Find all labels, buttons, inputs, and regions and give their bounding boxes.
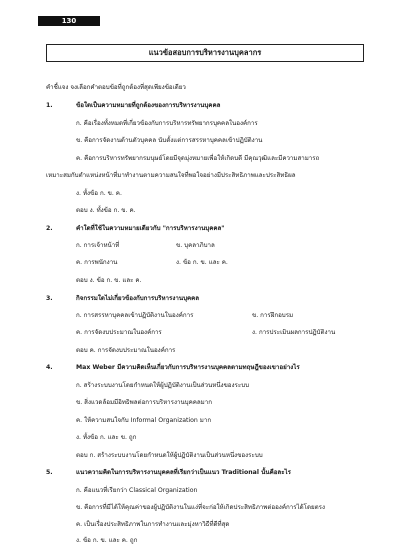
answer-key: ตอบ ง. ข้อ ก. ข. และ ค.	[76, 277, 142, 284]
question-text: แนวความคิดในการบริหารงานบุคคลที่เรียกว่าเป็นแนว Traditional นั้นคือละไร	[76, 469, 291, 476]
answer-option: ข. สิ่งแวดล้อมมีอิทธิพลต่อการบริหารงานบุคคลมาก	[76, 399, 212, 406]
answer-key: ตอบ ง. ทั้งข้อ ก. ข. ค.	[76, 207, 136, 214]
answer-option: ก. การสรรหาบุคคลเข้าปฏิบัติงานในองค์การ	[76, 312, 194, 319]
answer-option: ค. ให้ความสนใจกับ Informal Organization มาก	[76, 417, 212, 424]
document-title: แนวข้อสอบการบริหารงานบุคลากร	[46, 44, 364, 62]
answer-key: ตอบ ค. การจัดงบประมาณในองค์การ	[76, 347, 176, 354]
answer-option: ข. การฝึกอบรม	[252, 312, 294, 319]
answer-option: ง. การประเมินผลการปฏิบัติงาน	[252, 329, 336, 336]
answer-option: ก. คือแนวที่เรียกว่า Classical Organization	[76, 487, 198, 494]
answer-option: ข. บุคลาภิบาล	[176, 242, 215, 249]
question-text: กิจกรรมใดไม่เกี่ยวข้องกับการบริหารงานบุคคล	[76, 295, 200, 302]
question-number: 3.	[46, 295, 53, 302]
answer-option: ง. ข้อ ก. ข. และ ค.	[176, 259, 228, 266]
question-number: 4.	[46, 364, 53, 371]
question-text: คำใดที่ใช้ในความหมายเดียวกับ "การบริหารงานบุคคล"	[76, 225, 225, 232]
answer-option-continued: เหมาะสมกับตำแหน่งหน้าที่มาทำงานตามความสนใจที่พอใจอย่างมีประสิทธิภาพและประสิทธิผล	[46, 172, 296, 179]
answer-key: ตอบ ก. สร้างระบบงานโดยกำหนดให้ผู้ปฏิบัติงานเป็นส่วนหนึ่งของระบบ	[76, 452, 263, 459]
page-number: 130	[38, 16, 100, 26]
answer-option: ก. คือเรื่องทั้งหมดที่เกี่ยวข้องกับการบริหารทรัพยากรบุคคลในองค์การ	[76, 120, 258, 127]
question-number: 5.	[46, 469, 53, 476]
question-text: ข้อใดเป็นความหมายที่ถูกต้องของการบริหารงานบุคคล	[76, 102, 221, 109]
question-number: 1.	[46, 102, 53, 109]
question-text: Max Weber มีความคิดเห็นเกี่ยวกับการบริหารงานบุคคลตามทฤษฎีของเขาอย่างไร	[76, 364, 300, 371]
answer-option: ก. การเจ้าหน้าที่	[76, 242, 120, 249]
answer-option: ค. การจัดงบประมาณในองค์การ	[76, 329, 162, 336]
answer-option: ง. ข้อ ก. ข. และ ค. ถูก	[76, 537, 138, 544]
answer-option: ง. ทั้งข้อ ก. และ ข. ถูก	[76, 434, 137, 441]
answer-option: ก. สร้างระบบงานโดยกำหนดให้ผู้ปฏิบัติงานเป็นส่วนหนึ่งของระบบ	[76, 382, 250, 389]
question-number: 2.	[46, 225, 53, 232]
answer-option: ค. การพนักงาน	[76, 259, 118, 266]
instruction: คำชี้แจง จงเลือกคำตอบข้อที่ถูกต้องที่สุดเพียงข้อเดียว	[46, 84, 186, 91]
answer-option: ข. คือการจัดงานด้านตัวบุคคล นับตั้งแต่การสรรหาบุคคลเข้าปฏิบัติงาน	[76, 137, 263, 144]
answer-option: ข. คือการที่มีได้ให้คุณค่าของผู้ปฏิบัติงานในแง่ที่จะก่อให้เกิดประสิทธิภาพต่อองค์การได้โดยตรง	[76, 504, 325, 511]
answer-option: ง. ทั้งข้อ ก. ข. ค.	[76, 190, 122, 197]
answer-option: ค. เป็นเรื่องประสิทธิภาพในการทำงานและมุ่งหาวิธีที่ดีที่สุด	[76, 521, 230, 528]
answer-option: ค. คือการบริหารทรัพยากรมนุษย์โดยมีจุดมุ่งหมายเพื่อให้เกิดบดี มีคุณวุฒิและมีความสามารถ	[76, 155, 320, 162]
